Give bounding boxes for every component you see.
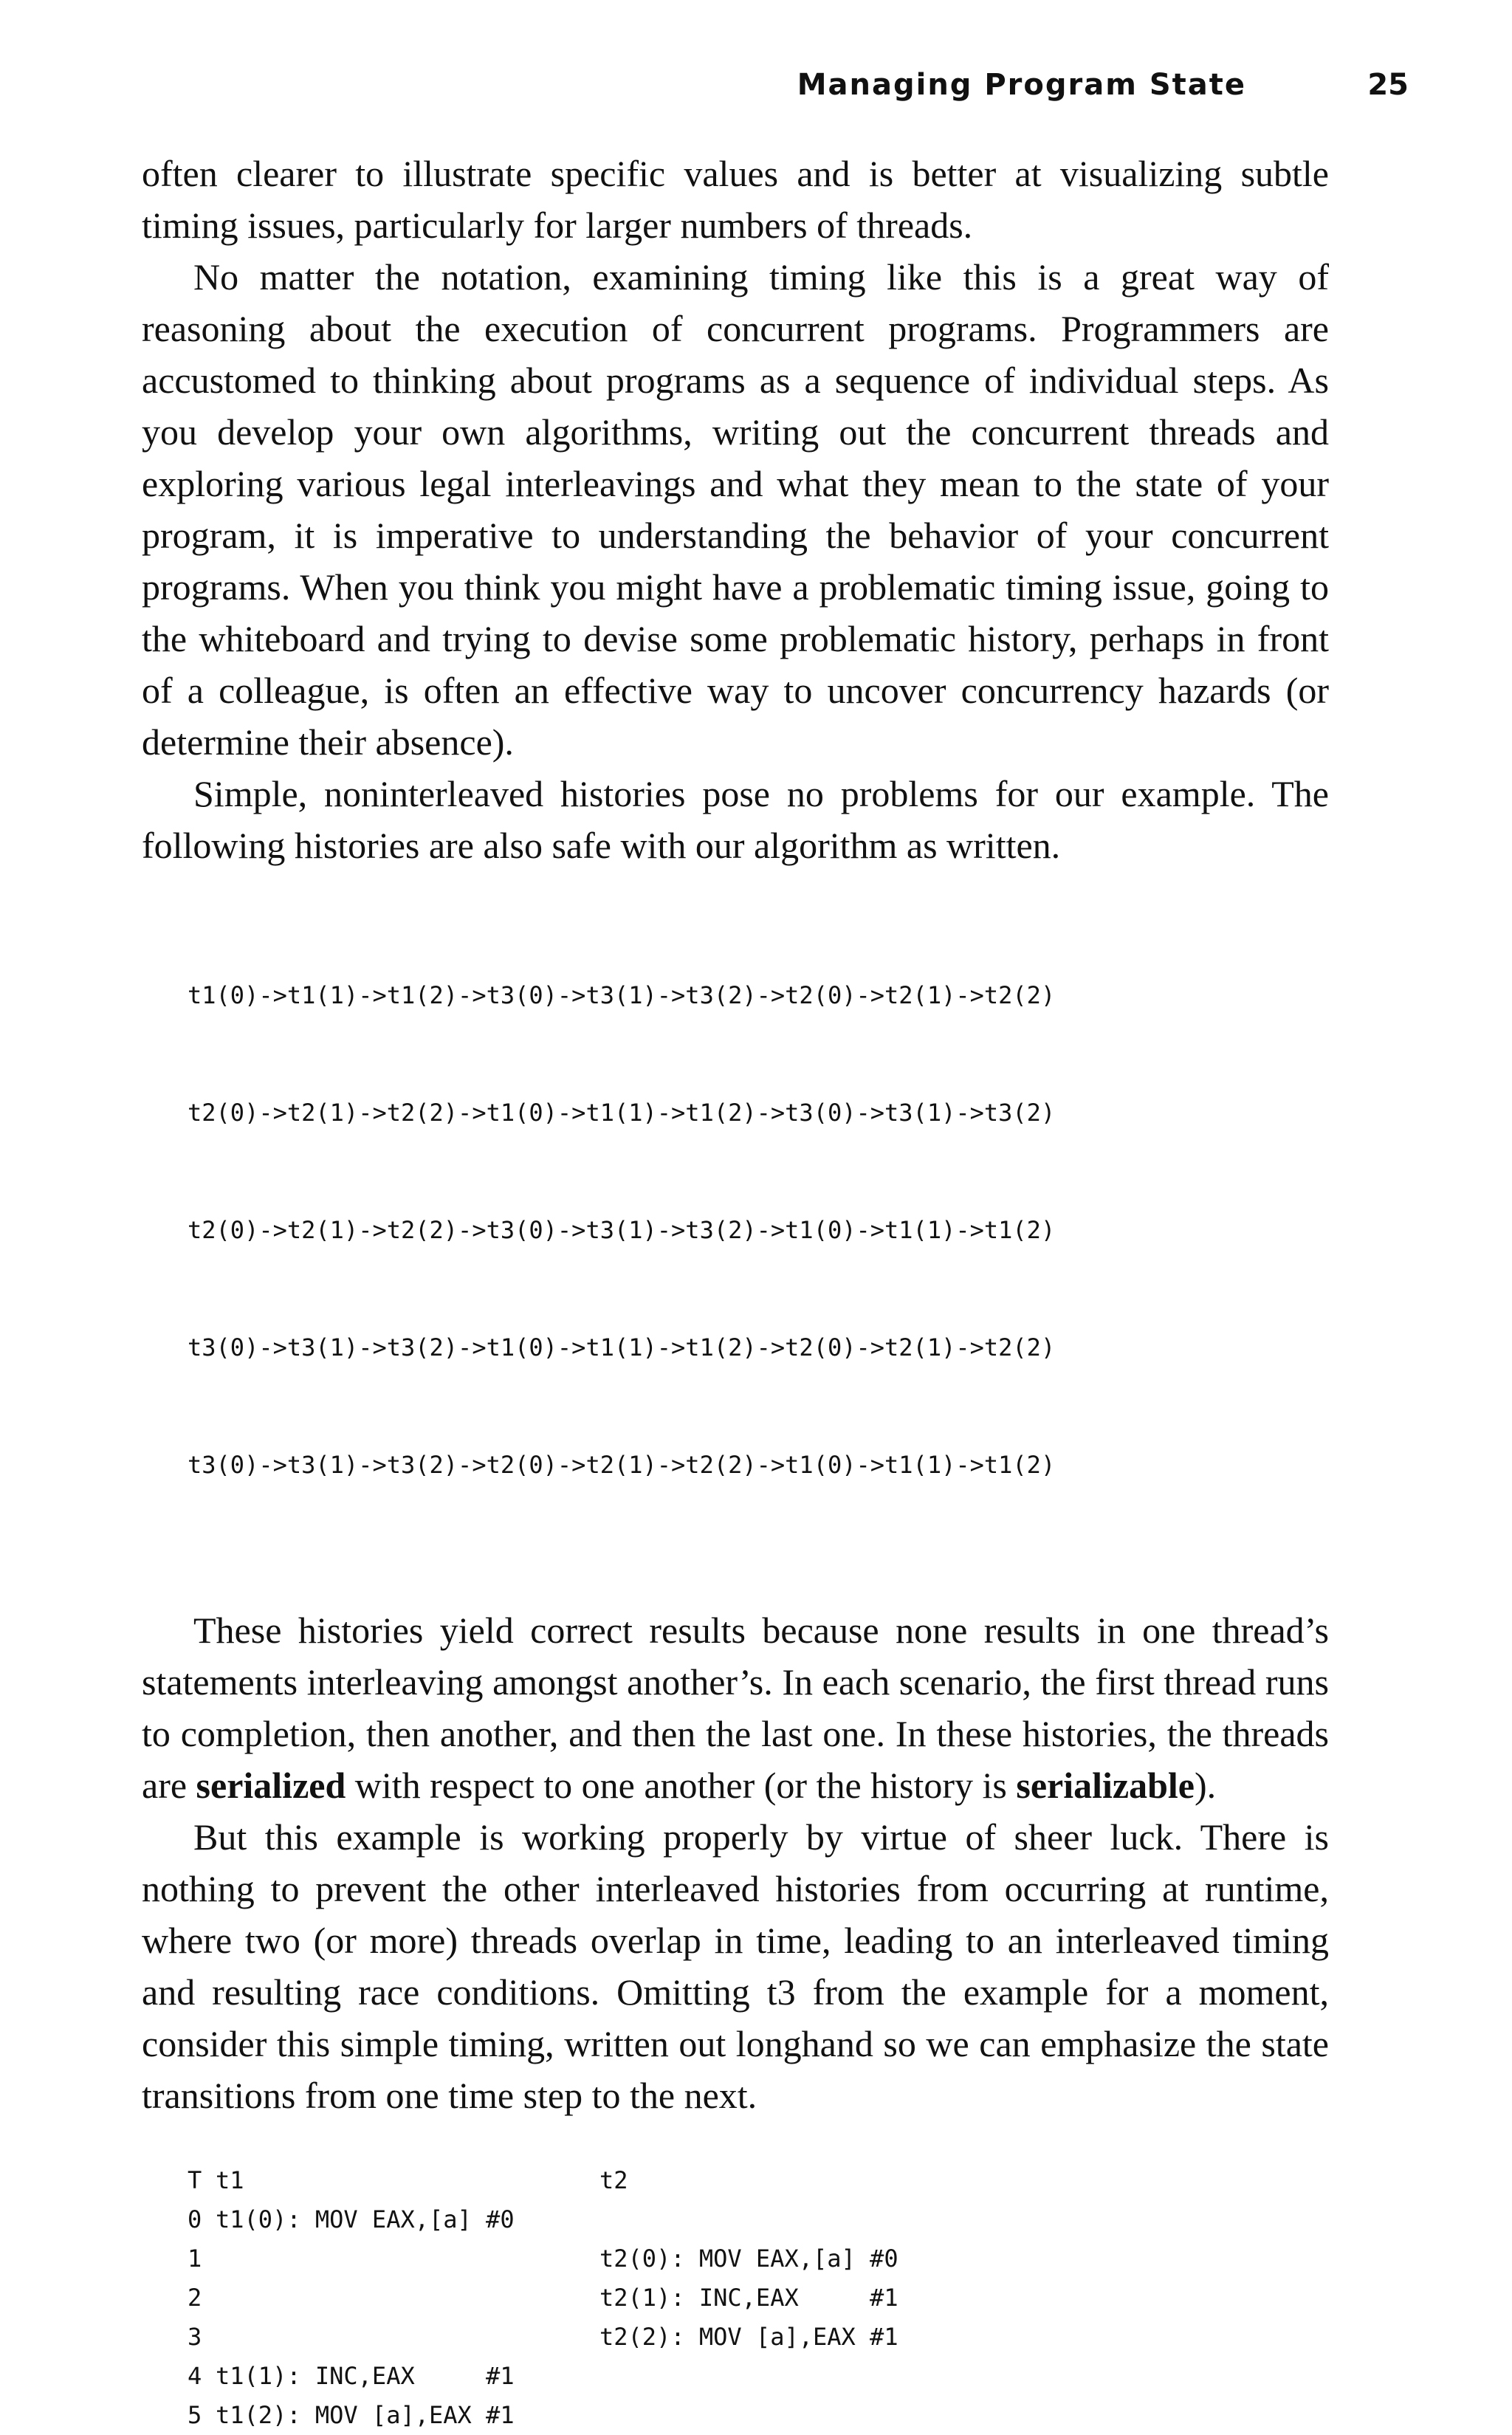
paragraph-2: No matter the notation, examining timing like this is a great way of reasoning about the execution of concurrent programs. Programmers are accustomed to thinking about programs as a sequence of individual steps. As you develop your own algorithms, writing out the concurrent threads and exploring various legal interleavings and what they mean to the state of your program, it is imperative to understanding the behavior of your concurrent programs. When you think you might have a problematic timing issue, going to the whiteboard and trying to devise some problematic history, perhaps in front of a colleague, is often an effective way to uncover concurrency hazards (or determine their absence).: [142, 256, 1329, 763]
history-line: t1(0)->t1(1)->t1(2)->t3(0)->t3(1)->t3(2)->t2(0)->t2(1)->t2(2): [188, 981, 1056, 1009]
timing-row: [188, 2278, 1329, 2318]
timing-header-t2: t2: [599, 2166, 628, 2194]
timing-header-t1: t1: [216, 2166, 244, 2194]
timing-t2-op: [599, 2200, 969, 2239]
timing-step: 5: [188, 2401, 202, 2429]
timing-t1-op: t1(1): INC,EAX #1: [216, 2362, 515, 2390]
timing-row: [188, 2200, 1329, 2239]
timing-step: 2: [188, 2284, 202, 2312]
history-line: t2(0)->t2(1)->t2(2)->t1(0)->t1(1)->t1(2)->t3(0)->t3(1)->t3(2): [188, 1099, 1056, 1127]
timing-row: [188, 2396, 1329, 2435]
paragraph-4-text-e: ).: [1194, 1765, 1217, 1806]
timing-t1-op: [216, 2318, 599, 2357]
paragraph-5: But this example is working properly by virtue of sheer luck. There is nothing to prevent the other interleaved histories from occurring at runtime, where two (or more) threads overlap in time, leading to an interleaved timing and resulting race conditions. Omitting t3 from the example for a moment, consider this simple timing, written out longhand so we can emphasize the state transitions from one time step to the next.: [142, 1816, 1329, 2116]
term-serialized: serialized: [196, 1765, 346, 1806]
timing-header-row: [188, 2161, 1329, 2200]
timing-t2-op: t2(0): MOV EAX,[a] #0: [599, 2245, 898, 2273]
paragraph-4: [142, 1604, 1329, 1811]
timing-t1-op: [216, 2278, 599, 2318]
timing-step: 0: [188, 2205, 202, 2233]
timing-t1-op: t1(0): MOV EAX,[a] #0: [216, 2205, 515, 2233]
timing-header-t: T: [188, 2166, 202, 2194]
timing-step: 1: [188, 2245, 202, 2273]
paragraph-3: Simple, noninterleaved histories pose no problems for our example. The following histories are also safe with our algorithm as written.: [142, 773, 1329, 866]
timing-step: 3: [188, 2323, 202, 2351]
paragraph-4-text-c: with respect to one another (or the history is: [346, 1765, 1017, 1806]
page-number: 25: [1367, 68, 1409, 102]
timing-step: 4: [188, 2362, 202, 2390]
timing-t2-op: [599, 2396, 969, 2435]
timing-row: [188, 2318, 1329, 2357]
histories-code-block: [188, 898, 1329, 1563]
timing-t2-op: t2(2): MOV [a],EAX #1: [599, 2323, 898, 2351]
running-title: Managing Program State: [797, 68, 1246, 102]
paragraph-1: often clearer to illustrate specific values and is better at visualizing subtle timing issues, particularly for larger numbers of threads.: [142, 153, 1329, 246]
timing-row: [188, 2239, 1329, 2278]
timing-t2-op: t2(1): INC,EAX #1: [599, 2284, 898, 2312]
timing-table: [188, 2161, 1329, 2435]
paragraph-4-text-a: These histories yield correct results because none results in one thread’s statements interleaving amongst another’s. In each scenario, the first thread runs to completion, then another, and then the last one. In these histories, the threads are: [142, 1610, 1329, 1806]
timing-t1-op: t1(2): MOV [a],EAX #1: [216, 2401, 515, 2429]
timing-row: [188, 2357, 1329, 2396]
history-line: t3(0)->t3(1)->t3(2)->t1(0)->t1(1)->t1(2)->t2(0)->t2(1)->t2(2): [188, 1333, 1056, 1361]
history-line: t2(0)->t2(1)->t2(2)->t3(0)->t3(1)->t3(2)->t1(0)->t1(1)->t1(2): [188, 1216, 1056, 1244]
timing-t2-op: [599, 2357, 969, 2396]
term-serializable: serializable: [1016, 1765, 1195, 1806]
history-line: t3(0)->t3(1)->t3(2)->t2(0)->t2(1)->t2(2)->t1(0)->t1(1)->t1(2): [188, 1451, 1056, 1479]
timing-t1-op: [216, 2239, 599, 2278]
body-text: [142, 148, 1329, 2435]
page-header: [0, 68, 1512, 112]
